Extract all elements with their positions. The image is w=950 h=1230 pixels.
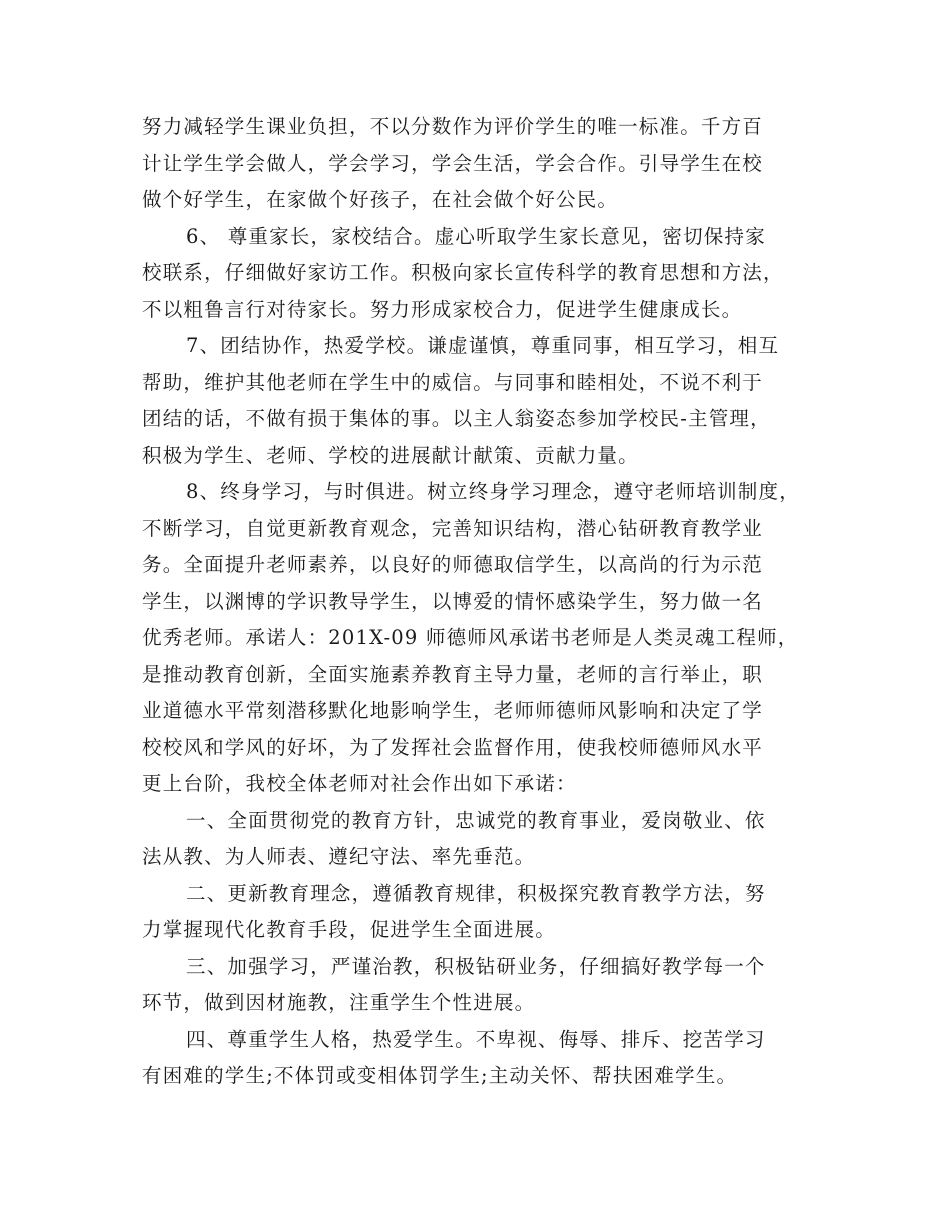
text-line: 优秀老师。承诺人：201X-09 师德师风承诺书老师是人类灵魂工程师， — [142, 626, 799, 649]
text-line: 8、终身学习，与时俱进。树立终身学习理念，遵守老师培训制度， — [186, 480, 800, 503]
text-line: 务。全面提升老师素养，以良好的师德取信学生，以高尚的行为示范 — [142, 553, 764, 576]
text-line: 学生，以渊博的学识教导学生，以博爱的情怀感染学生，努力做一名 — [142, 589, 764, 613]
text-line: 不断学习，自觉更新教育观念，完善知识结构，潜心钻研教育教学业 — [142, 516, 764, 540]
text-line: 不以粗鲁言行对待家长。努力形成家校合力，促进学生健康成长。 — [142, 297, 743, 321]
text-line: 更上台阶，我校全体老师对社会作出如下承诺： — [142, 772, 577, 795]
text-line: 是推动教育创新，全面实施素养教育主导力量，老师的言行举止，职 — [142, 662, 764, 686]
text-line: 帮助，维护其他老师在学生中的威信。与同事和睦相处，不说不利于 — [142, 370, 764, 394]
text-line: 7、团结协作，热爱学校。谦虚谨慎，尊重同事，相互学习，相互 — [186, 334, 780, 357]
text-line: 有困难的学生;不体罚或变相体罚学生;主动关怀、帮扶困难学生。 — [142, 1064, 738, 1087]
text-line: 三、加强学习，严谨治教，积极钻研业务，仔细搞好教学每一个 — [186, 954, 766, 978]
text-line: 校联系，仔细做好家访工作。积极向家长宣传科学的教育思想和方法， — [142, 261, 784, 284]
text-line: 积极为学生、老师、学校的进展献计献策、贡献力量。 — [142, 443, 639, 467]
document-body — [142, 109, 832, 1095]
text-line: 努力减轻学生课业负担，不以分数作为评价学生的唯一标准。千方百 — [142, 115, 764, 138]
text-line: 环节，做到因材施教，注重学生个性进展。 — [142, 991, 536, 1014]
text-line: 做个好学生，在家做个好孩子，在社会做个好公民。 — [142, 188, 619, 211]
text-line: 团结的话，不做有损于集体的事。以主人翁姿态参加学校民-主管理， — [142, 407, 771, 430]
text-line: 二、更新教育理念，遵循教育规律，积极探究教育教学方法，努 — [186, 881, 766, 905]
text-line: 一、全面贯彻党的教育方针，忠诚党的教育事业，爱岗敬业、依 — [186, 808, 766, 832]
text-line: 业道德水平常刻潜移默化地影响学生，老师师德师风影响和决定了学 — [142, 699, 764, 722]
text-line: 计让学生学会做人，学会学习，学会生活，学会合作。引导学生在校 — [142, 151, 764, 175]
text-line: 法从教、为人师表、遵纪守法、率先垂范。 — [142, 845, 536, 868]
text-line: 四、尊重学生人格，热爱学生。不卑视、侮辱、排斥、挖苦学习 — [186, 1027, 766, 1051]
text-line: 校校风和学风的好坏，为了发挥社会监督作用，使我校师德师风水平 — [142, 735, 764, 759]
text-line: 力掌握现代化教育手段，促进学生全面进展。 — [142, 918, 557, 941]
text-line: 6、 尊重家长，家校结合。虚心听取学生家长意见，密切保持家 — [186, 224, 766, 248]
